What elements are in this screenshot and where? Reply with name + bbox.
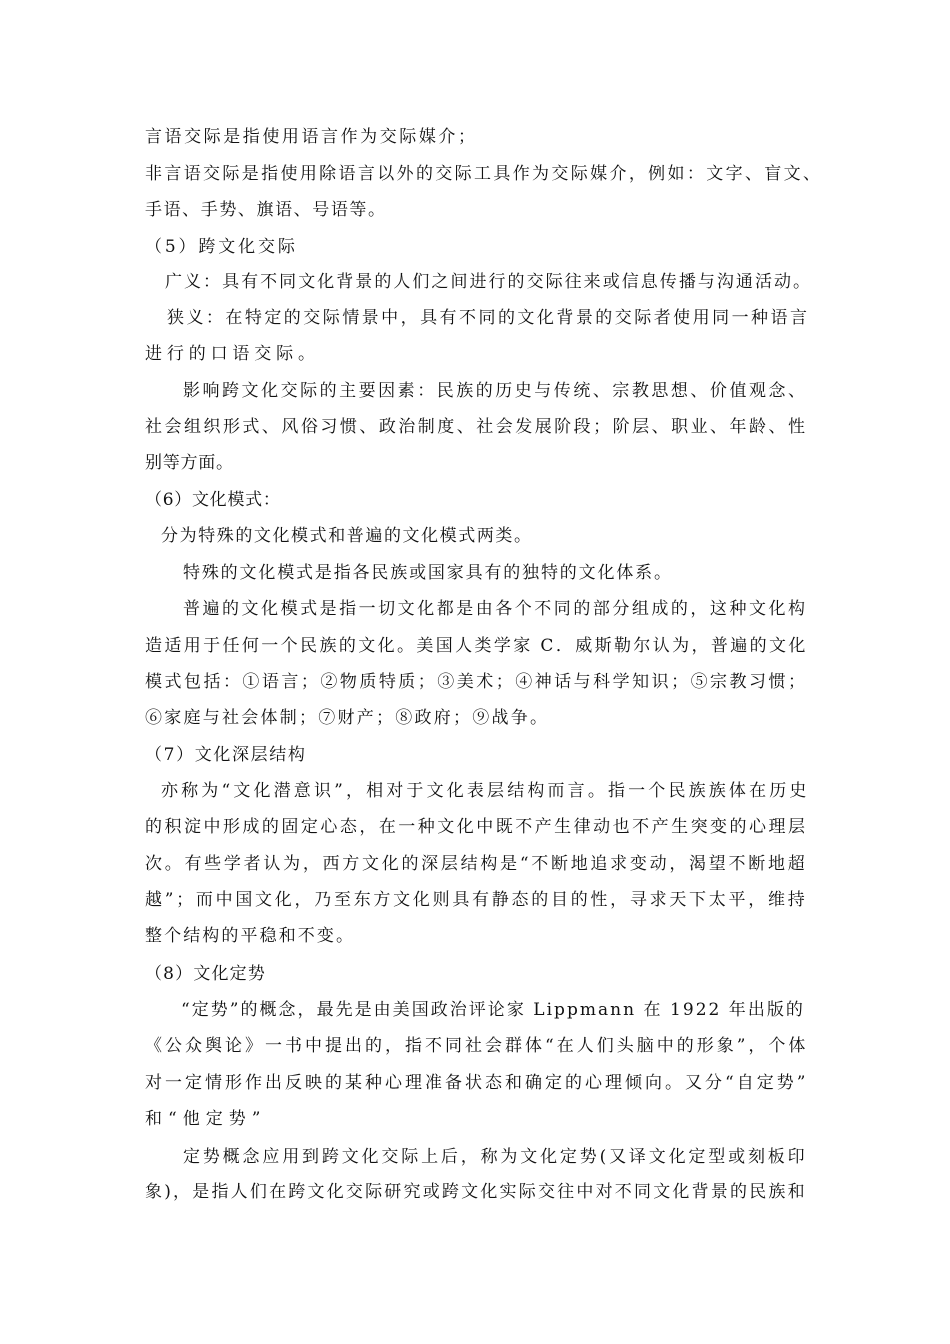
paragraph-12-line-5: 整个结构的平稳和不变。 bbox=[145, 926, 356, 946]
paragraph-12-line-3: 次。有些学者认为，西方文化的深层结构是“不断地追求变动，渴望不断地超 bbox=[145, 854, 808, 874]
paragraph-11-line-1: （7）文化深层结构 bbox=[145, 745, 307, 765]
paragraph-13-line-1: （8）文化定势 bbox=[145, 964, 266, 984]
paragraph-6-line-3: 别等方面。 bbox=[145, 453, 234, 473]
paragraph-15-line-2: 象)，是指人们在跨文化交际研究或跨文化实际交往中对不同文化背景的民族和 bbox=[145, 1182, 807, 1202]
paragraph-1-line-1: 言语交际是指使用语言作为交际媒介； bbox=[145, 127, 478, 147]
paragraph-2-line-1: 非言语交际是指使用除语言以外的交际工具作为交际媒介，例如：文字、盲文、 bbox=[145, 164, 823, 184]
paragraph-6-line-2: 社会组织形式、风俗习惯、政治制度、社会发展阶段；阶层、职业、年龄、性 bbox=[145, 417, 808, 437]
paragraph-10-line-3: 模式包括：①语言；②物质特质；③美术；④神话与科学知识；⑤宗教习惯； bbox=[145, 672, 808, 692]
paragraph-7-line-1: （6）文化模式： bbox=[145, 490, 281, 510]
paragraph-3-line-1: （5）跨文化交际 bbox=[145, 237, 298, 257]
paragraph-10-line-4: ⑥家庭与社会体制；⑦财产；⑧政府；⑨战争。 bbox=[145, 708, 550, 728]
paragraph-10-line-2: 造适用于任何一个民族的文化。美国人类学家 C．威斯勒尔认为，普遍的文化 bbox=[145, 636, 808, 656]
paragraph-6-line-1: 影响跨文化交际的主要因素：民族的历史与传统、宗教思想、价值观念、 bbox=[183, 381, 808, 401]
paragraph-14-line-3: 对一定情形作出反映的某种心理准备状态和确定的心理倾向。又分“自定势” bbox=[145, 1073, 809, 1093]
paragraph-8-line-1: 分为特殊的文化模式和普遍的文化模式两类。 bbox=[161, 526, 533, 546]
paragraph-9-line-1: 特殊的文化模式是指各民族或国家具有的独特的文化体系。 bbox=[183, 563, 673, 583]
paragraph-12-line-4: 越”；而中国文化，乃至东方文化则具有静态的目的性，寻求天下太平，维持 bbox=[145, 890, 808, 910]
paragraph-14-line-2: 《公众舆论》一书中提出的，指不同社会群体“在人们头脑中的形象”，个体 bbox=[145, 1036, 809, 1056]
paragraph-5-line-2: 进行的口语交际。 bbox=[145, 344, 320, 364]
paragraph-12-line-1: 亦称为“文化潜意识”，相对于文化表层结构而言。指一个民族族体在历史 bbox=[161, 781, 810, 801]
paragraph-14-line-1: “定势”的概念，最先是由美国政治评论家 Lippmann 在 1922 年出版的 bbox=[181, 1000, 805, 1020]
paragraph-4-line-1: 广义：具有不同文化背景的人们之间进行的交际往来或信息传播与沟通活动。 bbox=[165, 272, 813, 292]
paragraph-14-line-4: 和“他定势” bbox=[145, 1109, 267, 1129]
paragraph-10-line-1: 普遍的文化模式是指一切文化都是由各个不同的部分组成的，这种文化构 bbox=[183, 599, 808, 619]
paragraph-2-line-2: 手语、手势、旗语、号语等。 bbox=[145, 200, 387, 220]
paragraph-15-line-1: 定势概念应用到跨文化交际上后，称为文化定势(又译文化定型或刻板印 bbox=[183, 1147, 808, 1167]
paragraph-5-line-1: 狭义：在特定的交际情景中，具有不同的文化背景的交际者使用同一种语言 bbox=[167, 308, 810, 328]
paragraph-12-line-2: 的积淀中形成的固定心态，在一种文化中既不产生律动也不产生突变的心理层 bbox=[145, 817, 808, 837]
